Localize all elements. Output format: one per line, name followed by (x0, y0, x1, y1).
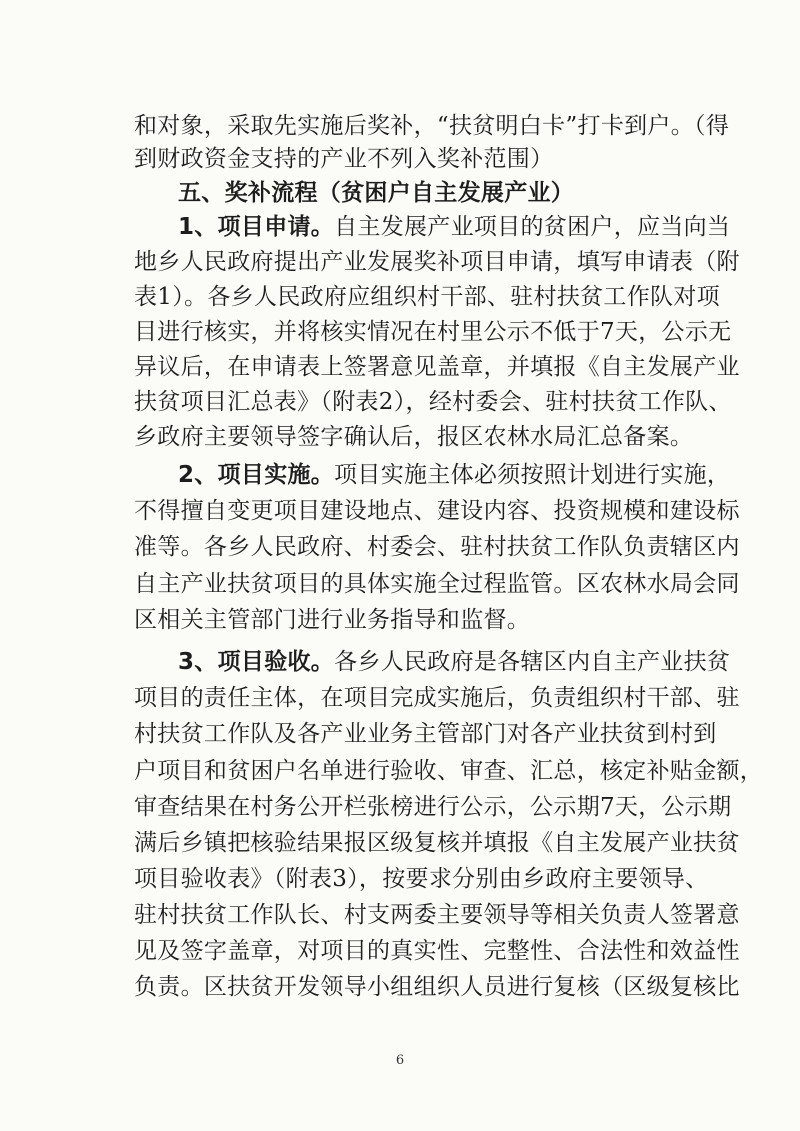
text-line: 负责。区扶贫开发领导小组组织人员进行复核（区级复核比 (134, 974, 740, 1000)
text-line: 驻村扶贫工作队长、村支两委主要领导等相关负责人签署意 (134, 902, 740, 928)
section-heading: 五、奖补流程（贫困户自主发展产业） (178, 180, 575, 206)
paragraph-line (178, 211, 730, 243)
text-line: 村扶贫工作队及各产业业务主管部门对各产业扶贫到村到 (134, 721, 717, 747)
paragraph-title: 3、项目验收。 (178, 649, 335, 675)
text-line: 项目的责任主体，在项目完成实施后，负责组织村干部、驻 (134, 685, 740, 711)
text-line: 审查结果在村务公开栏张榜进行公示，公示期7天，公示期 (134, 794, 732, 820)
text-line: 到财政资金支持的产业不列入奖补范围） (134, 146, 554, 172)
text-line: 户项目和贫困户名单进行验收、审查、汇总，核定补贴金额， (134, 758, 764, 784)
paragraph-text: 自主发展产业项目的贫困户，应当向当 (334, 214, 731, 240)
text-line: 区相关主管部门进行业务指导和监督。 (134, 607, 531, 633)
text-line: 扶贫项目汇总表》（附表2），经村委会、驻村扶贫工作队、 (134, 389, 732, 415)
page-number: 6 (395, 1053, 405, 1068)
paragraph-title: 1、项目申请。 (178, 214, 335, 240)
paragraph-title: 2、项目实施。 (178, 462, 335, 488)
text-line: 乡政府主要领导签字确认后，报区农林水局汇总备案。 (134, 424, 694, 450)
paragraph-text: 项目实施主体必须按照计划进行实施， (334, 462, 731, 488)
paragraph-line (178, 646, 730, 678)
paragraph-text: 各乡人民政府是各辖区内自主产业扶贫 (334, 649, 731, 675)
text-line: 和对象，采取先实施后奖补，“扶贫明白卡”打卡到户。（得 (134, 113, 730, 139)
text-line: 表1）。各乡人民政府应组织村干部、驻村扶贫工作队对项 (134, 284, 720, 310)
text-line: 目进行核实，并将核实情况在村里公示不低于7天，公示无 (134, 319, 732, 345)
text-line: 见及签字盖章，对项目的真实性、完整性、合法性和效益性 (134, 938, 740, 964)
text-line: 项目验收表》（附表3），按要求分别由乡政府主要领导、 (134, 866, 709, 892)
paragraph-line (178, 459, 730, 491)
text-line: 不得擅自变更项目建设地点、建设内容、投资规模和建设标 (134, 498, 740, 524)
text-line: 异议后，在申请表上签署意见盖章，并填报《自主发展产业 (134, 354, 740, 380)
text-line: 自主产业扶贫项目的具体实施全过程监管。区农林水局会同 (134, 571, 740, 597)
text-line: 满后乡镇把核验结果报区级复核并填报《自主发展产业扶贫 (134, 830, 740, 856)
text-line: 准等。各乡人民政府、村委会、驻村扶贫工作队负责辖区内 (134, 534, 740, 560)
text-line: 地乡人民政府提出产业发展奖补项目申请，填写申请表（附 (134, 249, 740, 275)
